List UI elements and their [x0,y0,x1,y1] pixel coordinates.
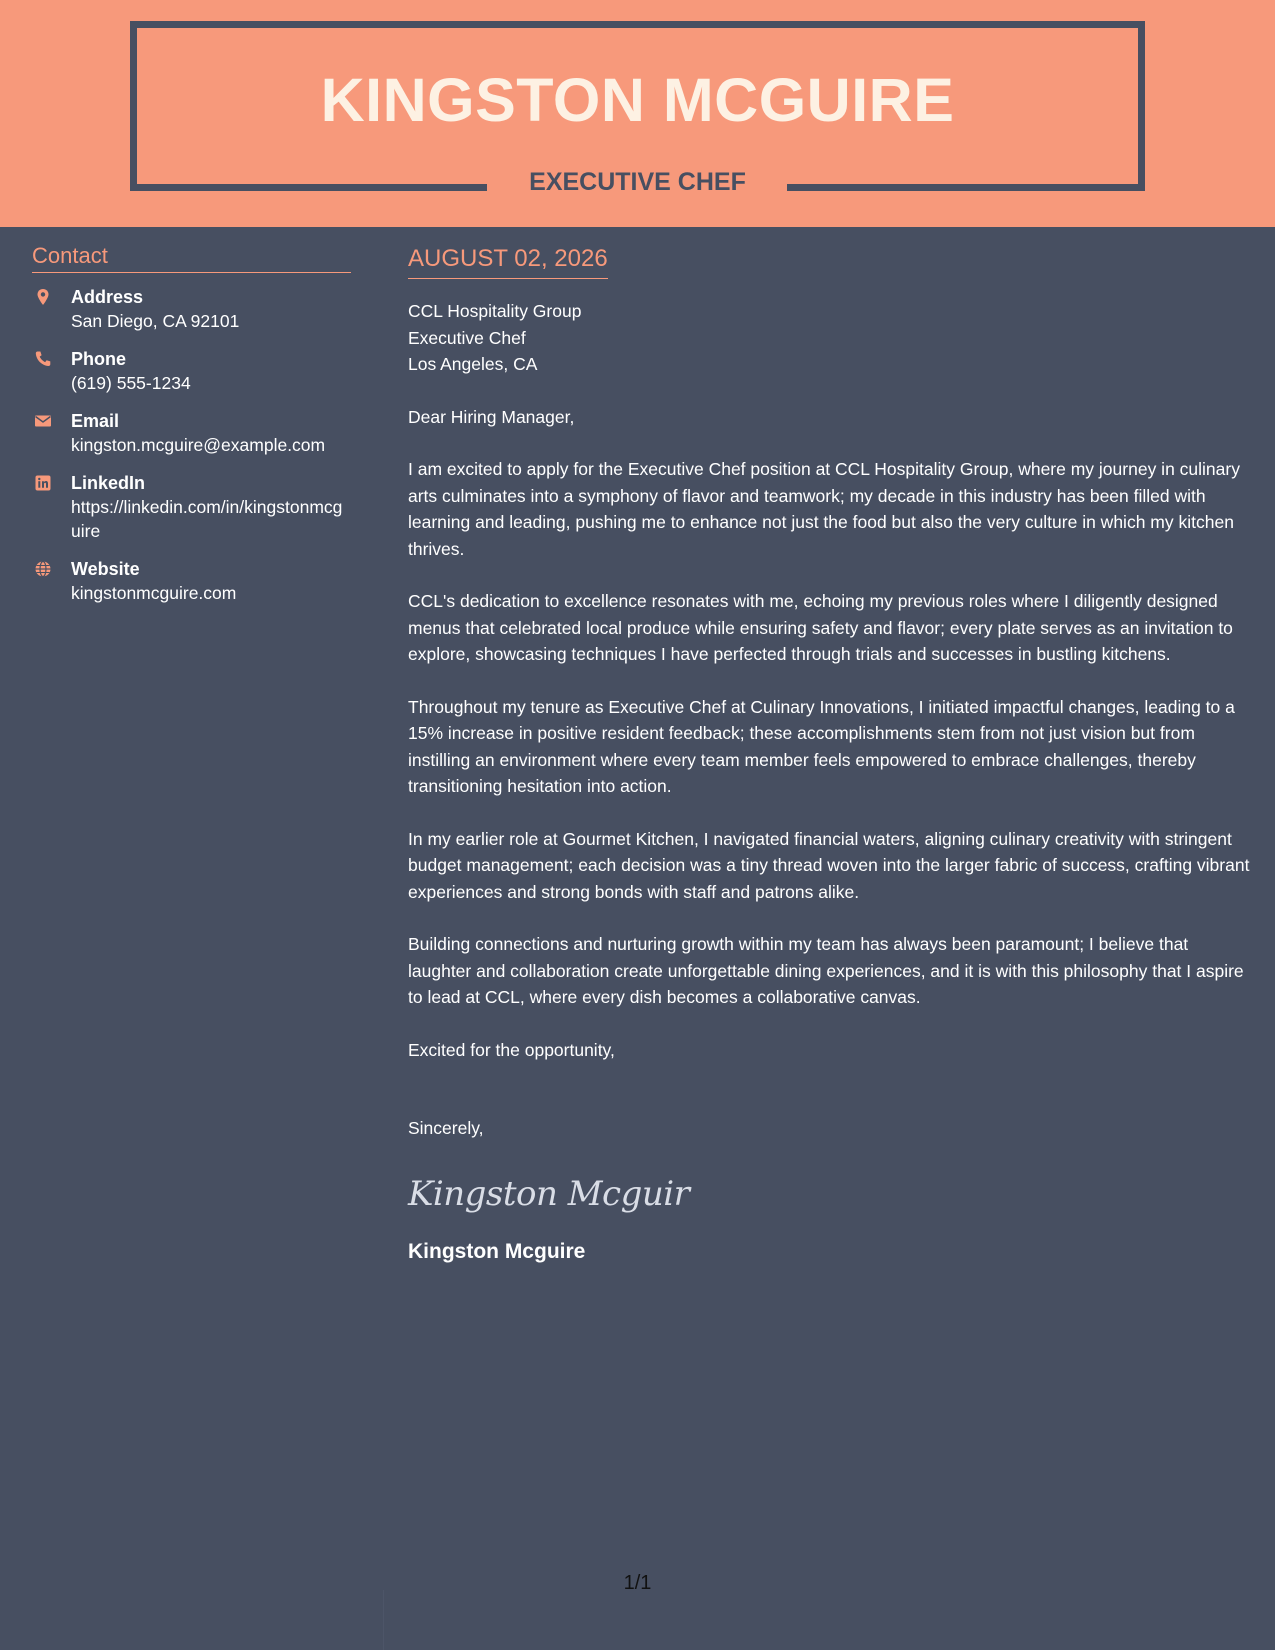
contact-value: https://linkedin.com/in/kingstonmcguire [71,497,343,541]
paragraph: Building connections and nurturing growth within my team has always been paramount; I believe that laughter and collaboration create unforgettable dining experiences, and it is with this philosophy that I aspire to lead at CCL, where every dish becomes a collaborative canvas. [408,934,1244,1007]
closing: Sincerely, [408,1118,484,1138]
contact-label: Address [71,287,144,307]
contact-value: kingstonmcguire.com [71,583,237,603]
recipient-block [408,298,1253,378]
page-number: 1/1 [623,1572,652,1594]
contact-label: Email [71,411,120,431]
paragraph: Excited for the opportunity, [408,1039,615,1060]
contact-label: LinkedIn [71,473,146,493]
phone-icon [34,350,52,368]
paragraph: Throughout my tenure as Executive Chef at Culinary Innovations, I initiated impactful changes, leading to a 15% increase in positive resident feedback; these accomplishments stem from not just vision but from instilling an environment where every team member feels empowered to embrace challenges, thereby transitioning hesitation into action. [408,696,1235,796]
paragraph: In my earlier role at Gourmet Kitchen, I navigated financial waters, aligning culinary creativity with stringent budget management; each decision was a tiny thread woven into the larger fabric of success, crafting vibrant experiences and strong bonds with staff and patrons alike. [408,828,1250,902]
map-pin-icon [34,288,52,306]
divider [383,1590,384,1650]
contact-value: San Diego, CA 92101 [71,311,240,331]
envelope-icon [34,412,52,430]
contact-value: kingston.mcguire@example.com [71,435,326,455]
contact-item-website [32,557,351,605]
contact-list [32,285,351,605]
salutation: Dear Hiring Manager, [408,406,575,427]
job-title: EXECUTIVE CHEF [529,168,746,196]
paragraph: I am excited to apply for the Executive Chef position at CCL Hospitality Group, where my journey in culinary arts culminates into a symphony of flavor and teamwork; my decade in this industry has been filled with learning and leading, pushing me to enhance not just the food but also the very culture in which my kitchen thrives. [408,459,1240,559]
contact-label: Website [71,559,140,579]
contact-sidebar [32,242,351,619]
paragraph: CCL's dedication to excellence resonates with me, echoing my previous roles where I diligently designed menus that celebrated local produce while ensuring safety and flavor; every plate serves as an invitation to explore, showcasing techniques I have perfected through trials and successes in bustling kitchens. [408,591,1233,664]
recipient-location: Los Angeles, CA [408,354,538,374]
contact-item-address [32,285,351,333]
contact-item-linkedin [32,471,351,543]
recipient-company: CCL Hospitality Group [408,301,582,321]
header-banner [0,0,1275,227]
globe-icon [34,560,52,578]
letter-date: AUGUST 02, 2026 [408,243,608,279]
contact-section-title: Contact [32,242,351,273]
handwritten-signature: Kingston Mcguir [408,1173,690,1214]
letter-body [408,243,1253,1266]
signer-name: Kingston Mcguire [408,1239,586,1263]
linkedin-icon [34,474,52,492]
letter-text [408,404,1253,1064]
contact-label: Phone [71,349,127,369]
contact-item-email [32,409,351,457]
recipient-role: Executive Chef [408,327,526,348]
applicant-name: KINGSTON MCGUIRE [320,66,955,134]
contact-value: (619) 555-1234 [71,373,191,393]
contact-item-phone [32,347,351,395]
